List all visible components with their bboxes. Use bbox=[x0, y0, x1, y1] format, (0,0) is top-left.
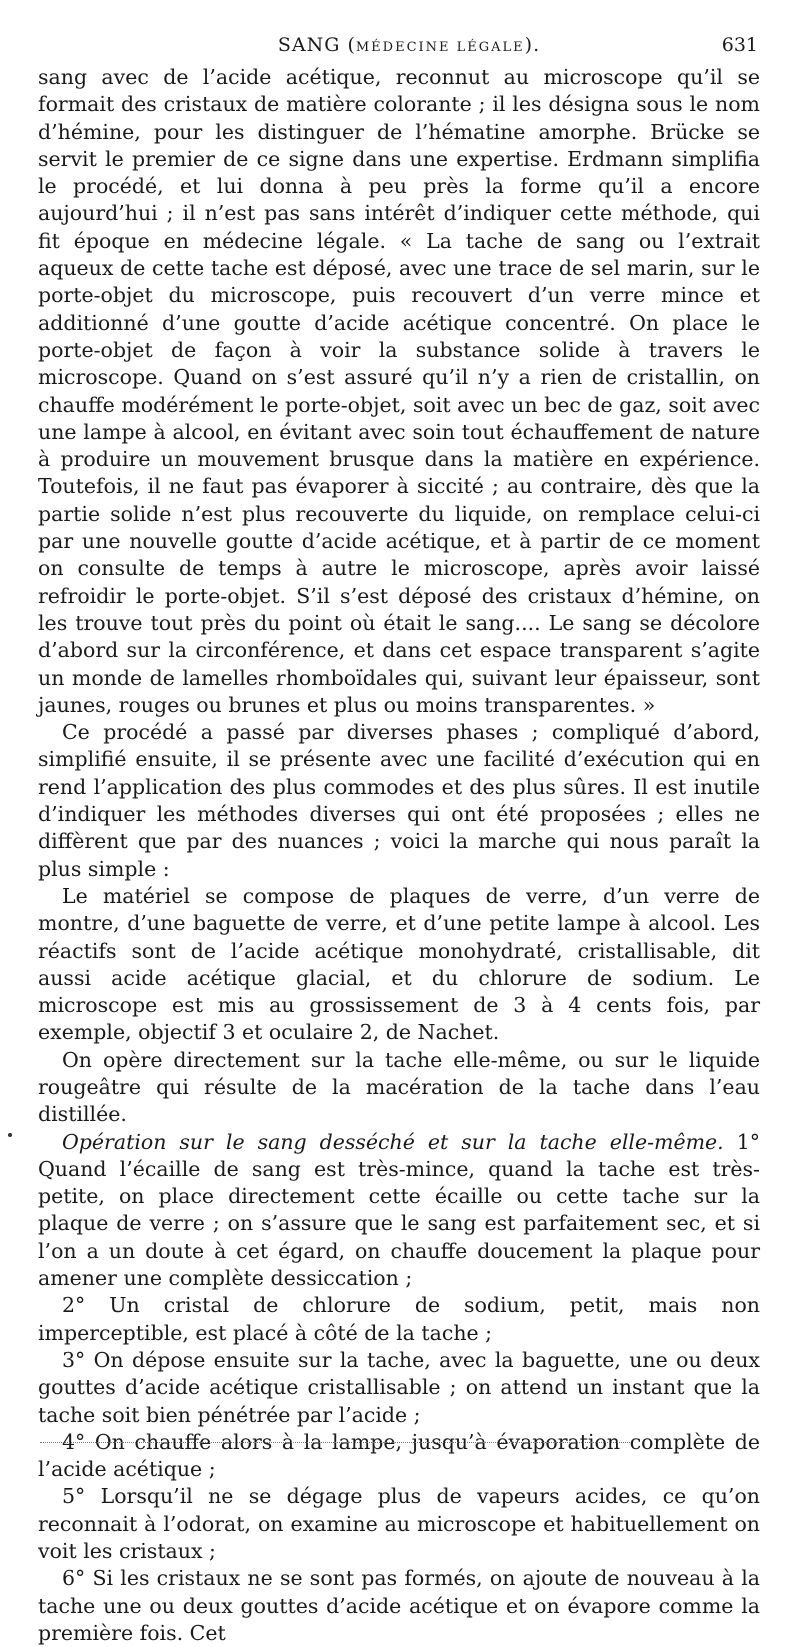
running-head bbox=[38, 24, 760, 64]
paragraph-step-6: 6° Si les cristaux ne se sont pas formés, on ajoute de nouveau à la tache une ou deux gouttes d’acide acétique et on évapore comme la première fois. Cet bbox=[38, 1566, 760, 1645]
paragraph-step-2: 2° Un cristal de chlorure de sodium, petit, mais non imperceptible, est placé à côté de la tache ; bbox=[38, 1293, 760, 1345]
operation-step-1-text: 1° Quand l’écaille de sang est très-mince, quand la tache est très-petite, on place directement cette écaille ou cette tache sur la plaque de verre ; on s’assure que le sang est parfaitement sec, et si l’on a un doute à cet égard, on chauffe doucement la plaque pour amener une complète dessiccation ; bbox=[38, 1129, 760, 1291]
paragraph-step-3: 3° On dépose ensuite sur la tache, avec la baguette, une ou deux gouttes d’acide acétique cristallisable ; on attend un instant que la tache soit bien pénétrée par l’acide ; bbox=[38, 1347, 760, 1427]
paragraph-step-4: 4° On chauffe alors à la lampe, jusqu’à évaporation complète de l’acide acétique ; bbox=[38, 1429, 760, 1482]
paragraph-procedure-phases: Ce procédé a passé par diverses phases ; compliqué d’abord, simplifié ensuite, il se présente avec une facilité d’exécution qui en rend l’application des plus commodes et des plus sûres. Il est inutile d’indiquer les méthodes diverses qui ont été proposées ; elles ne diffèrent que par des nuances ; voici la marche qui nous paraît la plus simple : bbox=[38, 720, 760, 881]
title-close: ). bbox=[524, 34, 541, 56]
footer-dotted-rule bbox=[40, 1442, 630, 1443]
paragraph-direct-operation: On opère directement sur la tache elle-même, ou sur le liquide rougeâtre qui résulte de la macération de la tache dans l’eau distillée. bbox=[38, 1047, 760, 1127]
title-main: SANG ( bbox=[277, 34, 356, 56]
margin-dot bbox=[8, 1133, 12, 1137]
title-small-caps: MÉDECINE LÉGALE bbox=[355, 40, 525, 55]
paragraph-continued: sang avec de l’acide acétique, reconnut au microscope qu’il se formait des cristaux de matière colorante ; il les désigna sous le nom d’hémine, pour les distinguer de l’hématine amorphe. Brücke se servit le premier de ce signe dans une expertise. Erdmann simplifia le procédé, et lui donna à peu près la forme qu’il a encore aujourd’hui ; il n’est pas sans intérêt d’indiquer cette méthode, qui fit époque en médecine légale. « La tache de sang ou l’extrait aqueux de cette tache est déposé, avec une trace de sel marin, sur le porte-objet du microscope, puis recouvert d’un verre mince et additionné d’une goutte d’acide acétique concentré. On place le porte-objet de façon à voir la substance solide à travers le microscope. Quand on s’est assuré qu’il n’y a rien de cristallin, on chauffe modérément le porte-objet, soit avec un bec de gaz, soit avec une lampe à alcool, en évitant avec soin tout échauffement de nature à produire un mouvement brusque dans la matière en expérience. Toutefois, il ne faut pas évaporer à siccité ; au contraire, dès que la partie solide n’est plus recouverte du liquide, on remplace celui-ci par une nouvelle goutte d’acide acétique, et à partir de ce moment on consulte de temps à autre le microscope, après avoir laissé refroidir le porte-objet. S’il s’est déposé des cristaux d’hémine, on les trouve tout près du point où était le sang.... Le sang se décolore d’abord sur la circonférence, et dans cet espace transparent s’agite un monde de lamelles rhomboïdales qui, suivant leur épaisseur, sont jaunes, rouges ou brunes et plus ou moins transparentes. » bbox=[38, 65, 760, 717]
running-head-title bbox=[38, 34, 760, 56]
page-number: 631 bbox=[721, 34, 758, 56]
body-text bbox=[38, 64, 760, 1647]
paragraph-step-5: 5° Lorsqu’il ne se dégage plus de vapeurs acides, ce qu’on reconnait à l’odorat, on examine au microscope et habituellement on voit les cristaux ; bbox=[38, 1484, 760, 1564]
paragraph-operation-step-1 bbox=[38, 1129, 760, 1293]
paragraph-materials: Le matériel se compose de plaques de verre, d’un verre de montre, d’une baguette de verre, et d’une petite lampe à alcool. Les réactifs sont de l’acide acétique monohydraté, cristallisable, dit aussi acide acétique glacial, et du chlorure de sodium. Le microscope est mis au grossissement de 3 à 4 cents fois, par exemple, objectif 3 et oculaire 2, de Nachet. bbox=[38, 883, 760, 1045]
operation-heading: Opération sur le sang desséché et sur la tache elle-même. bbox=[62, 1129, 724, 1154]
